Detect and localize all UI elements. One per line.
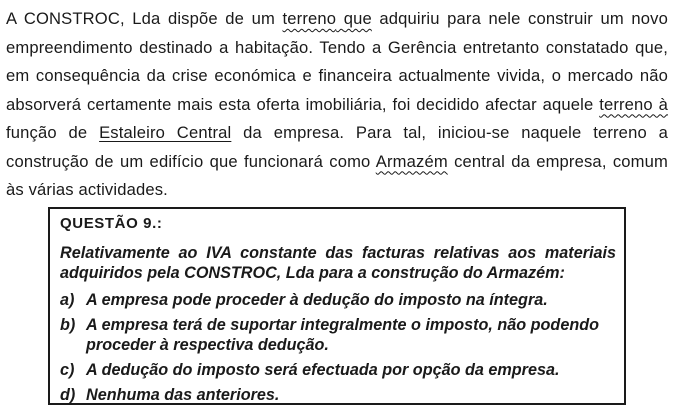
paragraph-line xyxy=(6,91,668,120)
option-text-line: A dedução do imposto será efectuada por opção da empresa. xyxy=(86,361,560,379)
answer-option-d[interactable] xyxy=(60,385,616,405)
option-letter: b) xyxy=(60,316,76,334)
paragraph-text: construção de um edifício que funcionará como xyxy=(6,151,376,171)
answer-options xyxy=(60,290,616,405)
question-stem-line: adquiridos pela CONSTROC, Lda para a construção do Armazém: xyxy=(60,264,565,282)
answer-option-b[interactable] xyxy=(60,315,616,355)
paragraph-text: absorverá certamente mais esta oferta imobiliária, foi decidido afectar aquele xyxy=(6,94,600,114)
question-stem-line: Relativamente ao IVA constante das facturas relativas aos materiais xyxy=(60,244,616,262)
paragraph-line xyxy=(6,148,668,177)
underlined-space xyxy=(336,9,344,28)
option-text xyxy=(86,360,559,380)
option-letter: d) xyxy=(60,386,76,404)
option-text-line: A empresa pode proceder à dedução do imposto na íntegra. xyxy=(86,291,548,309)
option-text xyxy=(86,290,548,310)
question-body xyxy=(60,243,616,405)
paragraph-line: em consequência da crise económica e financeira actualmente vivida, o mercado não xyxy=(6,66,668,85)
underlined-armazem: Armazém xyxy=(375,151,448,171)
answer-option-a[interactable] xyxy=(60,290,616,310)
answer-option-c[interactable] xyxy=(60,360,616,380)
paragraph-text: A CONSTROC, Lda dispõe de um xyxy=(6,9,283,28)
paragraph-line xyxy=(6,119,668,148)
paragraph-text: função de xyxy=(6,123,100,142)
option-text-line: Nenhuma das anteriores. xyxy=(86,386,280,404)
paragraph-line xyxy=(6,5,668,34)
option-letter: a) xyxy=(60,291,75,309)
underlined-word-terreno: terreno xyxy=(282,9,337,28)
paragraph-text: adquiriu para nele construir um novo xyxy=(371,9,668,28)
question-title: QUESTÃO 9.: xyxy=(60,215,163,232)
option-text-line: A empresa terá de suportar integralmente o imposto, não podendo xyxy=(86,316,599,334)
option-text xyxy=(86,385,279,405)
option-text-line: proceder à respectiva dedução. xyxy=(86,336,329,354)
paragraph-text: da empresa. Para tal, iniciou-se naquele terreno a xyxy=(231,123,669,142)
option-letter: c) xyxy=(60,361,75,379)
underlined-estaleiro-central: Estaleiro Central xyxy=(99,123,232,142)
option-text xyxy=(86,315,599,355)
question-box xyxy=(48,207,626,405)
context-paragraph xyxy=(6,5,668,205)
underlined-word-que: que xyxy=(343,9,372,28)
question-stem xyxy=(60,243,616,283)
underlined-terreno-a: terreno à xyxy=(599,94,668,114)
paragraph-text: central da empresa, comum xyxy=(447,151,668,171)
paragraph-line: às várias actividades. xyxy=(6,180,168,199)
paragraph-line: empreendimento destinado a habitação. Tendo a Gerência entretanto constatado que, xyxy=(6,37,668,57)
